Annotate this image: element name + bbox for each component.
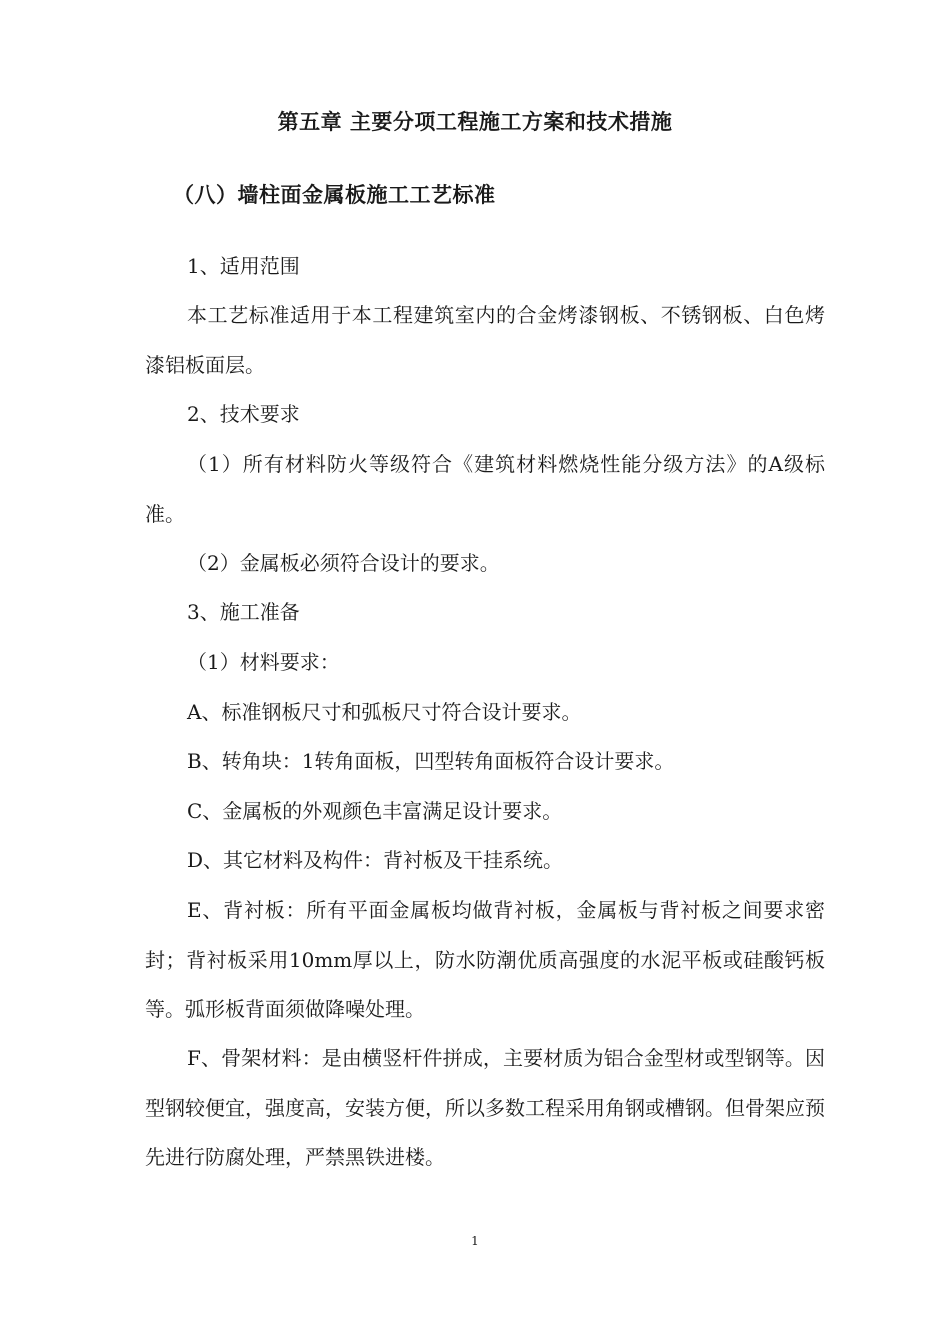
paragraph-item-b: B、转角块：1转角面板，凹型转角面板符合设计要求。	[187, 749, 675, 773]
paragraph-item-e: E、背衬板：所有平面金属板均做背衬板，金属板与背衬板之间要求密封；背衬板采用10mm厚以上，防水防潮优质高强度的水泥平板或硅酸钙板等。弧形板背面须做降噪处理。	[145, 898, 825, 1021]
paragraph-item-c: C、金属板的外观颜色丰富满足设计要求。	[187, 799, 563, 823]
paragraph-item-f: F、骨架材料：是由横竖杆件拼成，主要材质为铝合金型材或型钢等。因型钢较便宜，强度高，安装方便，所以多数工程采用角钢或槽钢。但骨架应预先进行防腐处理，严禁黑铁进楼。	[145, 1046, 825, 1169]
section-title: （八）墙柱面金属板施工工艺标准	[173, 183, 496, 207]
paragraph-tech-2: （2）金属板必须符合设计的要求。	[187, 551, 500, 575]
paragraph-item-a: A、标准钢板尺寸和弧板尺寸符合设计要求。	[187, 700, 582, 724]
chapter-title: 第五章 主要分项工程施工方案和技术措施	[277, 110, 673, 134]
paragraph-materials: （1）材料要求：	[187, 650, 340, 674]
paragraph-item-d: D、其它材料及构件：背衬板及干挂系统。	[187, 848, 564, 872]
paragraph-scope-body: 本工艺标准适用于本工程建筑室内的合金烤漆钢板、不锈钢板、白色烤漆铝板面层。	[145, 303, 825, 377]
paragraph-scope-heading: 1、适用范围	[187, 254, 300, 278]
page-number: 1	[471, 1234, 479, 1248]
paragraph-tech-heading: 2、技术要求	[187, 402, 300, 426]
paragraph-tech-1: （1）所有材料防火等级符合《建筑材料燃烧性能分级方法》的A级标准。	[145, 452, 825, 526]
paragraph-prep-heading: 3、施工准备	[187, 600, 300, 624]
